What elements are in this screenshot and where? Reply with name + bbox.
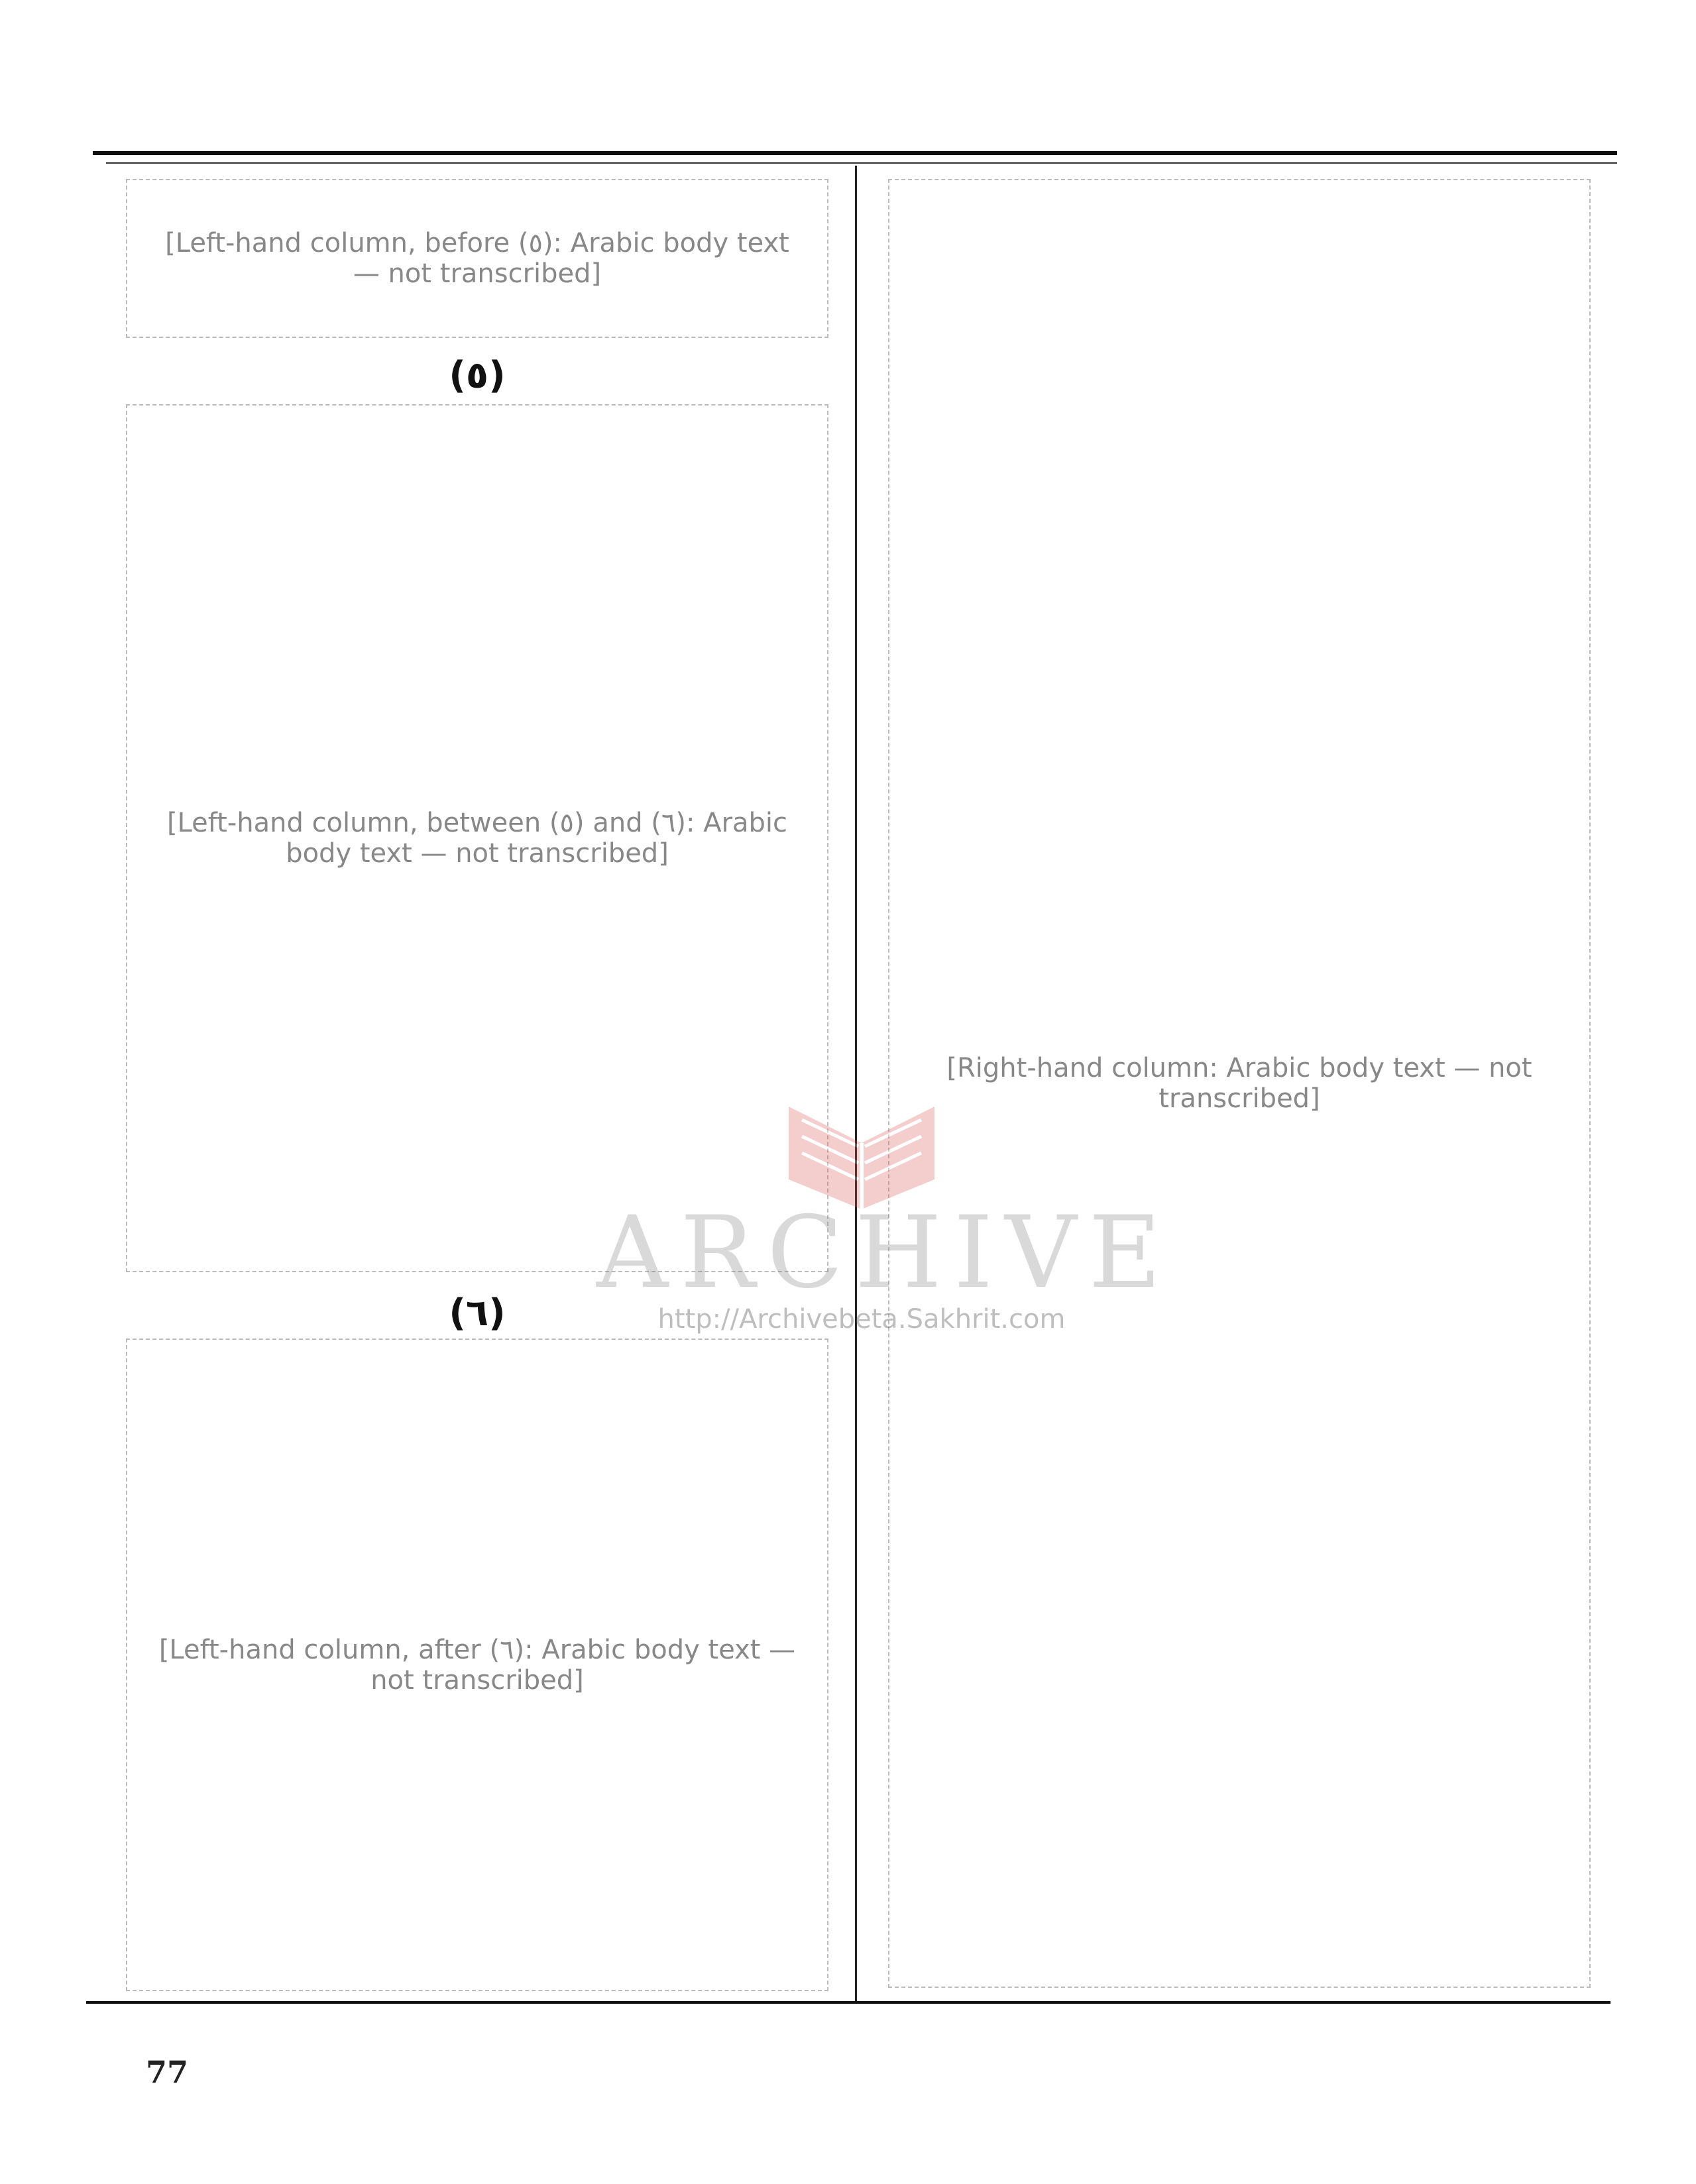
left-column-bottom-placeholder: [Left-hand column, after (٦): Arabic body text — not transcribed] (126, 1338, 828, 1991)
left-column-top-placeholder: [Left-hand column, before (٥): Arabic body text — not transcribed] (126, 179, 828, 338)
top-rule (93, 151, 1617, 155)
watermark-word: ARCHIVE (596, 1195, 1173, 1311)
page-number: 77 (146, 2054, 189, 2090)
right-column-placeholder: [Right-hand column: Arabic body text — not transcribed] (888, 179, 1591, 1988)
left-column-mid-placeholder: [Left-hand column, between (٥) and (٦): Arabic body text — not transcribed] (126, 404, 828, 1272)
bottom-rule (86, 2001, 1611, 2004)
section-marker-5: (٥) (449, 354, 506, 397)
section-marker-6: (٦) (449, 1291, 506, 1335)
column-divider (855, 166, 857, 2001)
top-rule-thin (106, 162, 1617, 164)
watermark-url: http://Archivebeta.Sakhrit.com (657, 1304, 1066, 1335)
